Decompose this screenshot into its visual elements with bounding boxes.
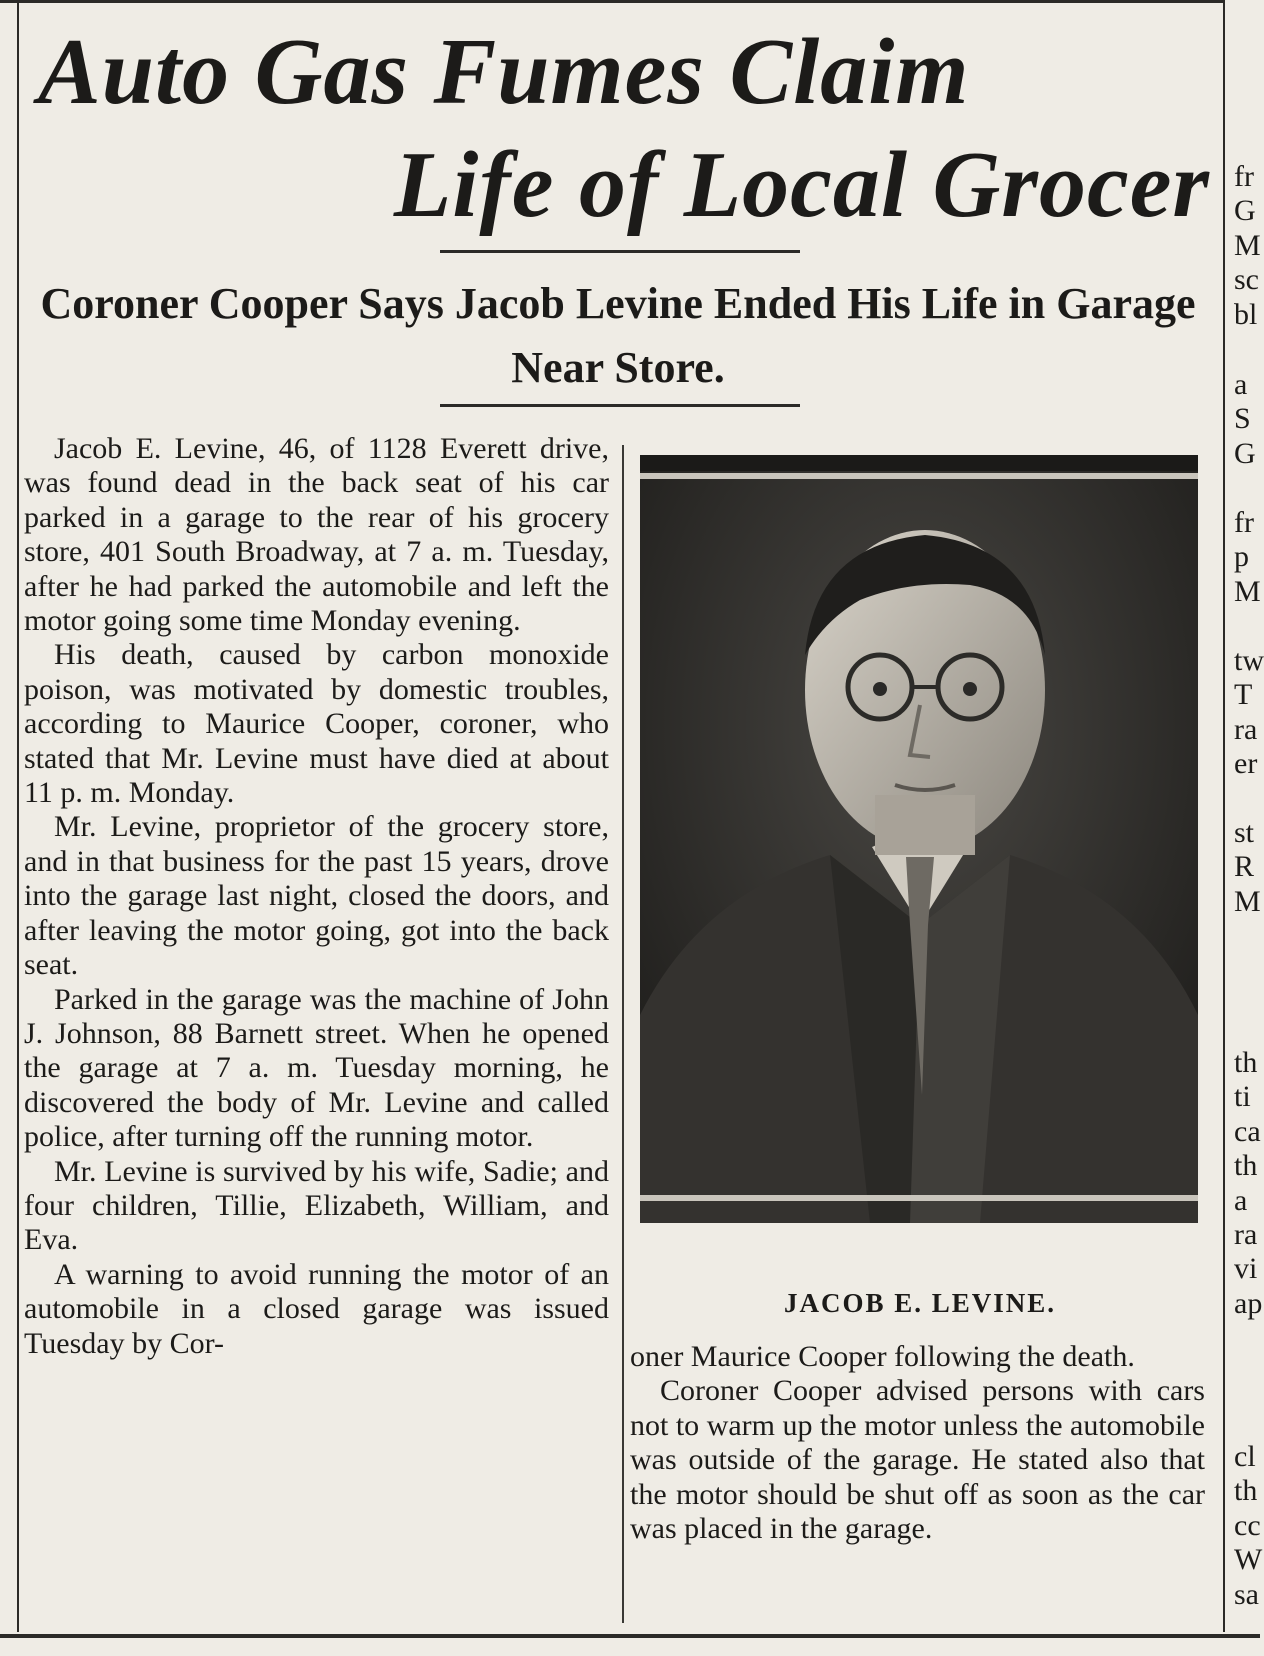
- article-paragraph: oner Maurice Cooper following the death.: [630, 1340, 1135, 1373]
- adjacent-column-fragment: st R M: [1234, 816, 1261, 918]
- portrait-photo: [640, 455, 1198, 1223]
- article-paragraph: His death, caused by carbon monoxide poison, was motivated by domestic troubles, according to Maurice Cooper, coroner, who stated that Mr. Levine must have died at about 11 p. m. Monday.: [24, 638, 609, 810]
- article-right-column: [630, 1340, 1205, 1546]
- article-paragraph: Mr. Levine, proprietor of the grocery store, and in that business for the past 15 years, drove into the garage last night, closed the doors, and after leaving the motor going, got into the back seat.: [24, 810, 609, 982]
- headline-divider: [440, 250, 800, 253]
- adjacent-column-fragment: a S G: [1234, 368, 1256, 470]
- bottom-rule: [0, 1634, 1260, 1638]
- left-column-rule: [17, 0, 19, 1632]
- headline-line-2: Life of Local Grocer: [393, 133, 1210, 237]
- column-separator: [622, 445, 624, 1623]
- right-column-rule: [1223, 0, 1225, 1632]
- article-left-column: [24, 432, 609, 1361]
- article-paragraph: Coroner Cooper advised persons with cars not to warm up the motor unless the automobile was outside of the garage. He stated also that the motor should be shut off as soon as the car was placed in the garage.: [630, 1374, 1205, 1546]
- article-paragraph: Jacob E. Levine, 46, of 1128 Everett drive, was found dead in the back seat of his car parked in a garage to the rear of his grocery store, 401 South Broadway, at 7 a. m. Tuesday, after he had parked the automobile and left the motor going some time Monday evening.: [24, 432, 609, 638]
- adjacent-column-fragment: th ti ca th a ra vi ap: [1234, 1046, 1263, 1320]
- article-paragraph: A warning to avoid running the motor of an automobile in a closed garage was issued Tuesday by Cor-: [24, 1257, 609, 1360]
- article-paragraph: Parked in the garage was the machine of John J. Johnson, 88 Barnett street. When he opened the garage at 7 a. m. Tuesday morning, he discovered the body of Mr. Levine and called police, after turning off the running motor.: [24, 982, 609, 1154]
- adjacent-column-fragment: cl th cc W sa: [1234, 1440, 1263, 1611]
- subheadline-deck: Coroner Cooper Says Jacob Levine Ended His Life in Garage Near Store.: [40, 279, 1196, 392]
- adjacent-column-fragment: tw T ra er: [1234, 644, 1264, 781]
- article-paragraph: Mr. Levine is survived by his wife, Sadie; and four children, Tillie, Elizabeth, William, and Eva.: [24, 1154, 609, 1257]
- photo-caption: JACOB E. LEVINE.: [783, 1288, 1057, 1318]
- adjacent-column-fragment: fr G M sc bl: [1234, 160, 1261, 331]
- headline-line-1: Auto Gas Fumes Claim: [38, 20, 970, 124]
- top-rule: [0, 0, 1225, 3]
- adjacent-column-fragment: fr p M: [1234, 506, 1261, 608]
- deck-divider: [440, 404, 800, 407]
